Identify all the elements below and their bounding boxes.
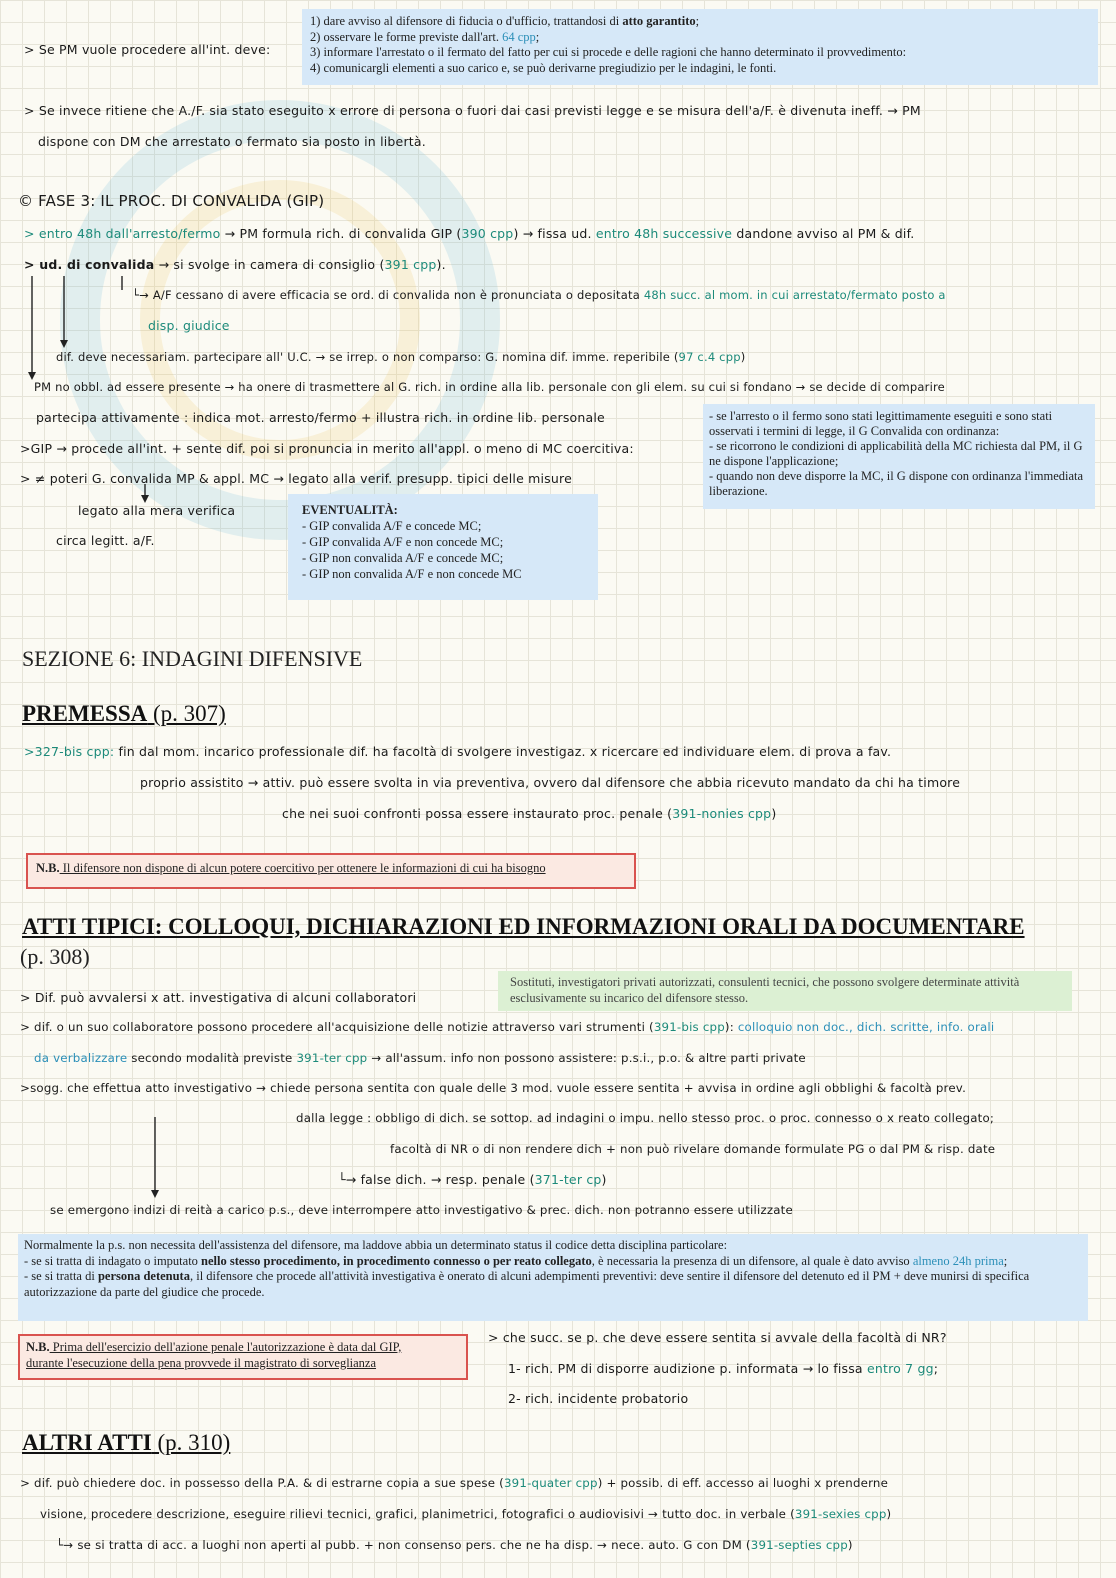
section-6-title: SEZIONE 6: INDAGINI DIFENSIVE xyxy=(22,646,363,671)
premessa-line3: che nei suoi confronti possa essere instaurato proc. penale (391-nonies cpp) xyxy=(282,806,777,821)
nb-authorization-note: N.B. Prima dell'esercizio dell'azione penale l'autorizzazione è data dal GIP, durante l'esecuzione della pena provvede il magistrato di sorveglianza xyxy=(18,1334,468,1380)
nr-option-1: 1- rich. PM di disporre audizione p. informata → lo fissa entro 7 gg; xyxy=(508,1361,939,1376)
documents-line1: > dif. può chiedere doc. in possesso della P.A. & di estrarne copia a sue spese (391-quater cpp) + possib. di eff. accesso ai luoghi x prenderne xyxy=(20,1476,889,1490)
faculty-line: facoltà di NR o di non rendere dich + non può rivelare domande formulate PG o dal PM & risp. date xyxy=(390,1142,996,1156)
convalida-hearing-line: > ud. di convalida → si svolge in camera di consiglio (391 cpp). xyxy=(24,257,446,272)
nr-option-2: 2- rich. incidente probatorio xyxy=(508,1391,689,1406)
verification-line: legato alla mera verifica xyxy=(78,503,236,518)
powers-line: > ≠ poteri G. convalida MP & appl. MC → legato alla verif. presupp. tipici delle misure xyxy=(20,471,572,486)
premessa-line1: >327-bis cpp: fin dal mom. incarico professionale dif. ha facoltà di svolgere investigaz. x ricercare ed individuare elem. di prova a fav. xyxy=(24,744,892,759)
obligations-line: dalla legge : obbligo di dich. se sottop. ad indagini o impu. nello stesso proc. o proc. connesso o x reato collegato; xyxy=(296,1111,995,1125)
nr-question-line: > che succ. se p. che deve essere sentita si avvale della facoltà di NR? xyxy=(488,1330,947,1345)
collaborators-line: > Dif. può avvalersi x att. investigativa di alcuni collaboratori xyxy=(20,990,417,1005)
atti-tipici-page: (p. 308) xyxy=(20,944,90,969)
efficacy-line: └→ A/F cessano di avere efficacia se ord. di convalida non è pronunciata o depositata 48h succ. al mom. in cui arrestato/fermato posto a xyxy=(132,288,946,302)
acquisition-line2: da verbalizzare secondo modalità previste 391-ter cpp → all'assum. info non possono assistere: p.s.i., p.o. & altre parti private xyxy=(34,1051,806,1065)
pm-participation-line: partecipa attivamente : indica mot. arresto/fermo + illustra rich. in ordine lib. personale xyxy=(36,410,605,425)
legitimacy-line: circa legitt. a/F. xyxy=(56,533,155,548)
efficacy-line-cont: disp. giudice xyxy=(148,318,230,333)
premessa-heading: PREMESSA (p. 307) xyxy=(22,701,226,726)
documents-line3: └→ se si tratta di acc. a luoghi non aperti al pubb. + non consenso pers. che ne ha disp. → nece. auto. G con DM (391-septies cpp) xyxy=(56,1538,853,1552)
defender-assistance-box: Normalmente la p.s. non necessita dell'assistenza del difensore, ma laddove abbia un determinato status il codice detta disciplina particolare: - se si tratta di indagato o imputato nello stesso procedimento, in procedimento connesso o per reato collegato, è necessaria la presenza di un difensore, al quale è dato avviso almeno 24h prima; - se si tratta di persona detenuta, il difensore che procede all'attività investigativa è onerato di alcuni adempimenti preventivi: deve sentire il difensore del detenuto ed il PM + deve munirsi di specifica autorizzazione da parte del giudice che procede. xyxy=(18,1234,1088,1321)
convalida-request-line: > entro 48h dall'arresto/fermo → PM formula rich. di convalida GIP (390 cpp) → fissa ud. entro 48h successive dandone avviso al PM & dif. xyxy=(24,226,915,241)
collaborators-box: Sostituti, investigatori privati autorizzati, consulenti tecnici, che possono svolgere determinate attività esclusivamente su incarico del difensore stesso. xyxy=(498,971,1072,1011)
convalida-outcomes-box: - se l'arresto o il fermo sono stati legittimamente eseguiti e sono stati osservati i termini di legge, il G Convalida con ordinanza: - se ricorrono le condizioni di applicabilità della MC richiesta dal PM, il G ne dispone l'applicazione; - quando non deve disporre la MC, il G dispone con ordinanza l'immediata liberazione. xyxy=(703,404,1095,509)
error-paragraph-line2: dispone con DM che arrestato o fermato sia posto in libertà. xyxy=(38,134,426,149)
gip-procedure-line: >GIP → procede all'int. + sente dif. poi si pronuncia in merito all'appl. o meno di MC coercitiva: xyxy=(20,441,634,456)
pm-presence-line: PM no obbl. ad essere presente → ha onere di trasmettere al G. rich. in ordine alla lib. personale con gli elem. su cui si fondano → se decide di comparire xyxy=(34,380,945,394)
altri-atti-heading: ALTRI ATTI (p. 310) xyxy=(22,1430,231,1455)
false-statement-line: └→ false dich. → resp. penale (371-ter cp) xyxy=(338,1172,607,1187)
atti-tipici-heading: ATTI TIPICI: COLLOQUI, DICHIARAZIONI ED INFORMAZIONI ORALI DA DOCUMENTARE xyxy=(22,914,1025,939)
pm-procedure-heading: > Se PM vuole procedere all'int. deve: xyxy=(24,42,271,57)
defense-participation-line: dif. deve necessariam. partecipare all' U.C. → se irrep. o non comparso: G. nomina dif. imme. reperibile (97 c.4 cpp) xyxy=(56,350,746,364)
investigative-act-line: >sogg. che effettua atto investigativo → chiede persona sentita con quale delle 3 mod. vuole essere sentita + avvisa in ordine agli obblighi & facoltà prev. xyxy=(20,1081,967,1095)
eventualita-box: EVENTUALITÀ: - GIP convalida A/F e concede MC; - GIP convalida A/F e non concede MC; - GIP non convalida A/F e concede MC; - GIP non convalida A/F e non concede MC xyxy=(288,494,598,600)
premessa-line2: proprio assistito → attiv. può essere svolta in via preventiva, ovvero dal difensore che abbia ricevuto mandato da chi ha timore xyxy=(140,775,961,790)
interruption-line: se emergono indizi di reità a carico p.s., deve interrompere atto investigativo & prec. dich. non potranno essere utilizzate xyxy=(50,1203,793,1217)
interrogation-steps-box: 1) dare avviso al difensore di fiducia o d'ufficio, trattandosi di atto garantito; 2) osservare le forme previste dall'art. 64 cpp; 3) informare l'arrestato o il fermato del fatto per cui si procede e delle ragioni che hanno determinato il provvedimento: 4) comunicargli elementi a suo carico e, se può derivarne pregiudizio per le indagini, le fonti. xyxy=(302,9,1098,85)
fase3-title: © FASE 3: IL PROC. DI CONVALIDA (GIP) xyxy=(18,192,325,210)
error-paragraph-line1: > Se invece ritiene che A./F. sia stato eseguito x errore di persona o fuori dai casi previsti legge e se misura dell'a/F. è divenuta ineff. → PM xyxy=(24,103,921,118)
nb-coercive-power-note: N.B. Il difensore non dispone di alcun potere coercitivo per ottenere le informazioni di cui ha bisogno xyxy=(26,853,636,889)
documents-line2: visione, procedere descrizione, eseguire rilievi tecnici, grafici, planimetrici, fotografici o audiovisivi → tutto doc. in verbale (391-sexies cpp) xyxy=(40,1507,892,1521)
acquisition-line1: > dif. o un suo collaboratore possono procedere all'acquisizione delle notizie attraverso vari strumenti (391-bis cpp): colloquio non doc., dich. scritte, info. orali xyxy=(20,1020,995,1034)
